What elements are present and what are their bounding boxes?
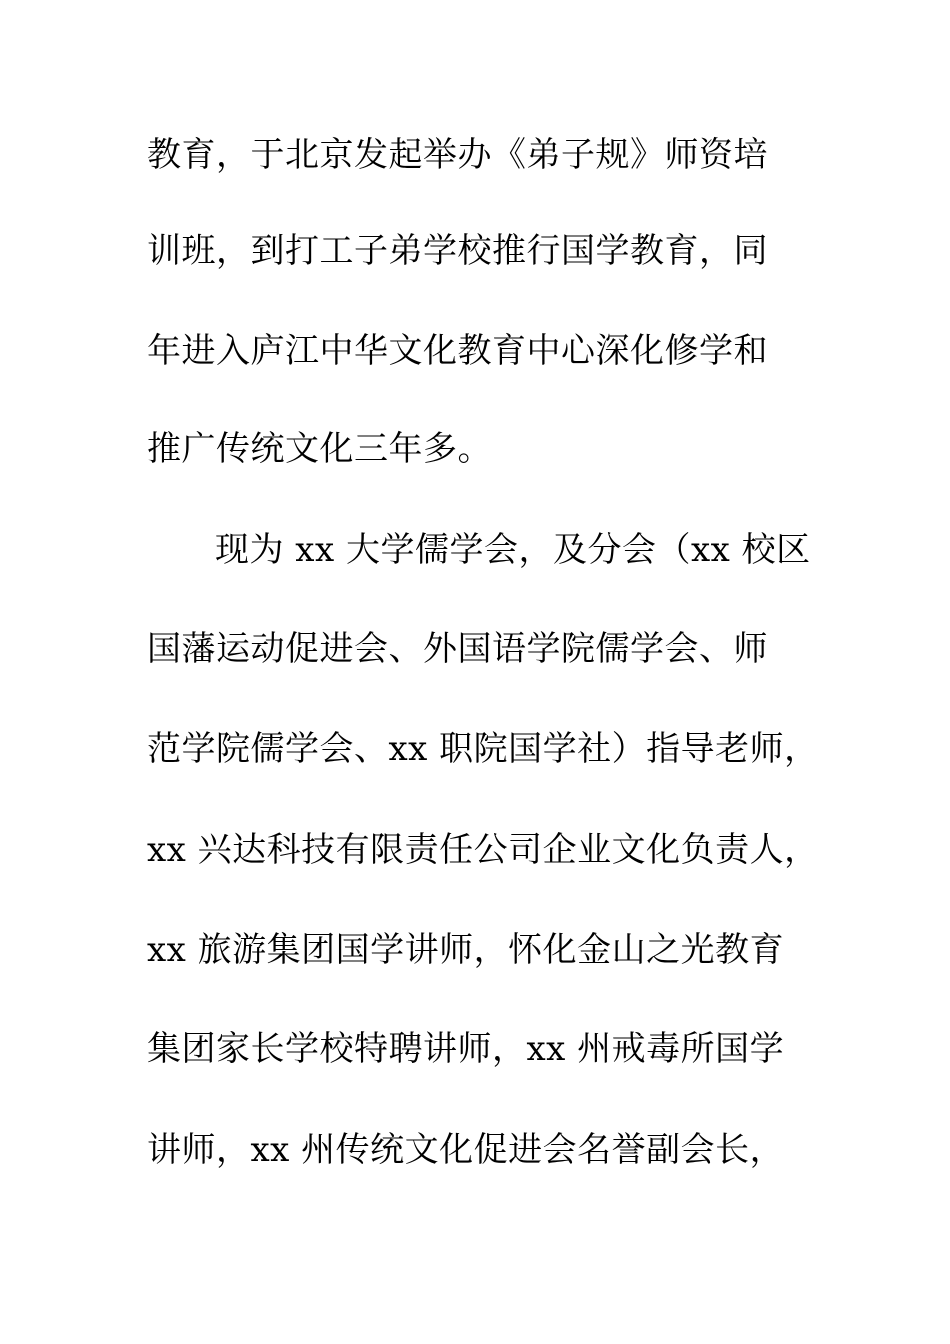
text-line: 推广传统文化三年多。 <box>147 429 492 469</box>
text-line: xx 兴达科技有限责任公司企业文化负责人， <box>147 830 819 870</box>
text-line: 范学院儒学会、xx 职院国学社）指导老师， <box>147 729 819 769</box>
paragraph-first-line: 现为 xx 大学儒学会，及分会（xx 校区 <box>215 530 811 570</box>
text-line: xx 旅游集团国学讲师，怀化金山之光教育 <box>147 930 785 970</box>
text-line: 教育，于北京发起举办《弟子规》师资培 <box>147 135 768 175</box>
text-line: 讲师，xx 州传统文化促进会名誉副会长， <box>147 1130 785 1170</box>
text-line: 集团家长学校特聘讲师，xx 州戒毒所国学 <box>147 1029 785 1069</box>
text-line: 国藩运动促进会、外国语学院儒学会、师 <box>147 629 768 669</box>
text-line: 年进入庐江中华文化教育中心深化修学和 <box>147 331 768 371</box>
text-line: 训班，到打工子弟学校推行国学教育，同 <box>147 231 768 271</box>
